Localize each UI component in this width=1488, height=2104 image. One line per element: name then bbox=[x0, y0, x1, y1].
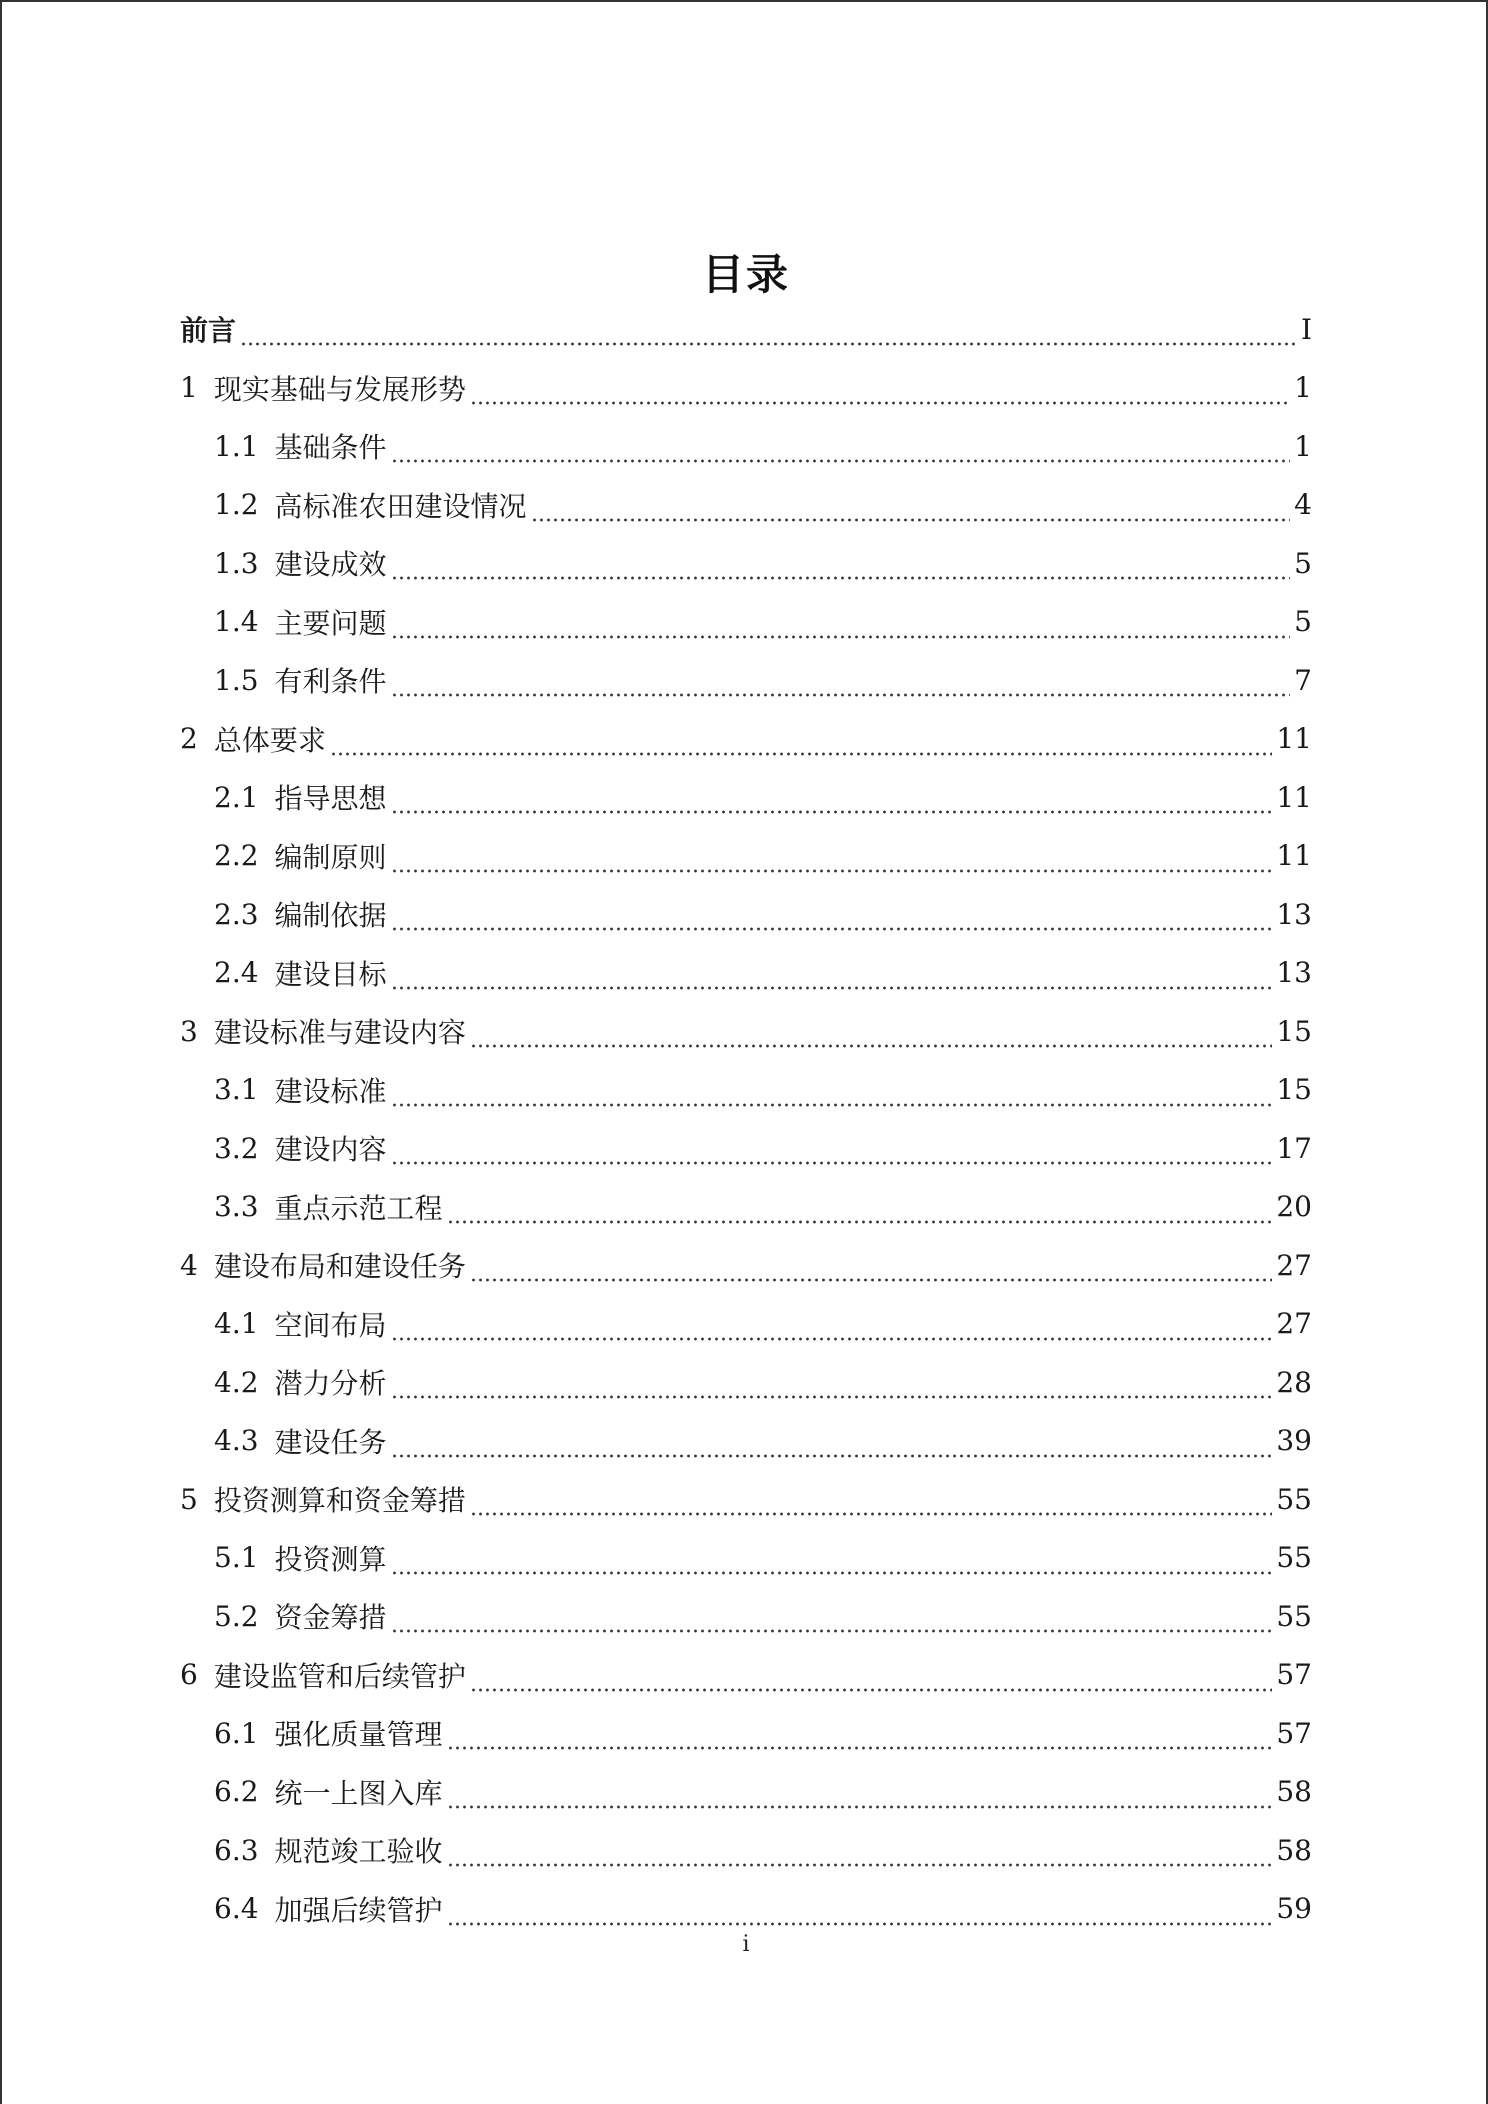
toc-entry-label: 规范竣工验收 bbox=[274, 1835, 443, 1869]
toc-entry-number: 1.5 bbox=[214, 663, 259, 697]
toc-dot-leader bbox=[447, 1197, 1273, 1225]
toc-entry[interactable] bbox=[180, 593, 1312, 652]
toc-entry[interactable] bbox=[180, 1587, 1312, 1646]
toc-entry-number: 2.3 bbox=[214, 897, 259, 931]
toc-dot-leader bbox=[447, 1899, 1273, 1927]
toc-entry[interactable] bbox=[180, 1880, 1312, 1939]
toc-entry[interactable] bbox=[180, 1178, 1312, 1237]
toc-entry[interactable] bbox=[180, 1412, 1312, 1471]
toc-entry-label: 建设成效 bbox=[274, 548, 387, 582]
toc-entry-number: 6.1 bbox=[214, 1716, 259, 1750]
toc-dot-leader bbox=[391, 1431, 1273, 1459]
toc-entry-label: 编制依据 bbox=[274, 899, 387, 933]
toc-entry[interactable] bbox=[180, 1295, 1312, 1354]
toc-entry-page: 57 bbox=[1276, 1716, 1312, 1750]
toc-dot-leader bbox=[391, 963, 1273, 991]
toc-entry-number: 3.2 bbox=[214, 1131, 259, 1165]
toc-entry-number: 1 bbox=[180, 371, 198, 405]
toc-dot-leader bbox=[240, 319, 1297, 347]
toc-dot-leader bbox=[391, 1548, 1273, 1576]
toc-dot-leader bbox=[391, 436, 1291, 464]
toc-entry-number: 6.4 bbox=[214, 1892, 259, 1926]
toc-entry-number: 5.2 bbox=[214, 1599, 259, 1633]
toc-entry-number: 3.3 bbox=[214, 1190, 259, 1224]
toc-entry-number: 2.4 bbox=[214, 956, 259, 990]
toc-entry-page: 55 bbox=[1276, 1482, 1312, 1516]
toc-entry-label: 建设布局和建设任务 bbox=[213, 1250, 466, 1284]
toc-entry-number: 5.1 bbox=[214, 1541, 259, 1575]
toc-entry[interactable] bbox=[180, 768, 1312, 827]
toc-entry-page: 58 bbox=[1276, 1775, 1312, 1809]
toc-entry-label: 投资测算和资金筹措 bbox=[213, 1484, 466, 1518]
toc-entry-number: 1.2 bbox=[214, 488, 259, 522]
toc-entry-page: 55 bbox=[1276, 1599, 1312, 1633]
toc-entry[interactable] bbox=[180, 1529, 1312, 1588]
toc-dot-leader bbox=[391, 904, 1273, 932]
toc-entry[interactable] bbox=[180, 1470, 1312, 1529]
page-number: i bbox=[742, 1932, 750, 1957]
toc-entry[interactable] bbox=[180, 1061, 1312, 1120]
toc-entry[interactable] bbox=[180, 359, 1312, 418]
toc-entry-page: 7 bbox=[1294, 663, 1312, 697]
toc-entry[interactable] bbox=[180, 944, 1312, 1003]
toc-dot-leader bbox=[470, 1665, 1273, 1693]
toc-entry-label: 潜力分析 bbox=[274, 1367, 387, 1401]
toc-entry-label: 基础条件 bbox=[274, 431, 387, 465]
toc-entry-number: 5 bbox=[180, 1482, 198, 1516]
toc-entry-number: 1.3 bbox=[214, 546, 259, 580]
toc-entry-page: 28 bbox=[1276, 1365, 1312, 1399]
toc-entry-page: 11 bbox=[1276, 839, 1312, 873]
toc-entry-page: 5 bbox=[1294, 605, 1312, 639]
toc-entry-label: 加强后续管护 bbox=[274, 1893, 443, 1927]
toc-entry-number: 6 bbox=[180, 1658, 198, 1692]
toc-entry-page: I bbox=[1300, 312, 1312, 346]
toc-entry-label: 投资测算 bbox=[274, 1542, 387, 1576]
toc-dot-leader bbox=[447, 1782, 1273, 1810]
toc-entry-page: 11 bbox=[1276, 780, 1312, 814]
toc-entry-number: 6.2 bbox=[214, 1775, 259, 1809]
toc-entry-page: 57 bbox=[1276, 1658, 1312, 1692]
toc-entry-label: 编制原则 bbox=[274, 840, 387, 874]
toc-dot-leader bbox=[391, 787, 1273, 815]
toc-entry-page: 27 bbox=[1276, 1248, 1312, 1282]
toc-entry[interactable] bbox=[180, 476, 1312, 535]
toc-entry-label: 有利条件 bbox=[274, 665, 387, 699]
toc-entry-page: 15 bbox=[1276, 1014, 1312, 1048]
toc-dot-leader bbox=[391, 1080, 1273, 1108]
toc-entry-number: 3.1 bbox=[214, 1073, 259, 1107]
toc-entry-label: 建设目标 bbox=[274, 957, 387, 991]
toc-entry-label: 重点示范工程 bbox=[274, 1191, 443, 1225]
toc-entry-page: 15 bbox=[1276, 1073, 1312, 1107]
toc-entry-number: 1.1 bbox=[214, 429, 259, 463]
toc-dot-leader bbox=[391, 846, 1273, 874]
toc-entry-label: 建设内容 bbox=[274, 1133, 387, 1167]
toc-entry-number: 4 bbox=[180, 1248, 198, 1282]
toc-entry-label: 强化质量管理 bbox=[274, 1718, 443, 1752]
toc-entry-number: 4.3 bbox=[214, 1424, 259, 1458]
toc-entry-label: 建设标准与建设内容 bbox=[213, 1016, 466, 1050]
toc-entry-page: 27 bbox=[1276, 1307, 1312, 1341]
toc-entry-label: 高标准农田建设情况 bbox=[274, 489, 527, 523]
toc-dot-leader bbox=[391, 1314, 1273, 1342]
toc-dot-leader bbox=[391, 553, 1291, 581]
toc-entry-label: 指导思想 bbox=[274, 782, 387, 816]
toc-entry-label: 建设任务 bbox=[274, 1425, 387, 1459]
toc-entry[interactable] bbox=[180, 885, 1312, 944]
toc-entry[interactable] bbox=[180, 1821, 1312, 1880]
toc-entry-number: 6.3 bbox=[214, 1833, 259, 1867]
toc-dot-leader bbox=[391, 612, 1291, 640]
toc-entry-page: 59 bbox=[1276, 1892, 1312, 1926]
toc-entry-number: 2 bbox=[180, 722, 198, 756]
toc-entry-page: 4 bbox=[1294, 488, 1312, 522]
toc-entry[interactable] bbox=[180, 651, 1312, 710]
toc-entry[interactable] bbox=[180, 534, 1312, 593]
toc-entry[interactable] bbox=[180, 300, 1312, 359]
toc-entry-page: 1 bbox=[1294, 429, 1312, 463]
toc-entry-page: 55 bbox=[1276, 1541, 1312, 1575]
toc-entry-page: 1 bbox=[1294, 371, 1312, 405]
toc-entry[interactable] bbox=[180, 1119, 1312, 1178]
toc-title: 目录 bbox=[701, 250, 790, 299]
toc-dot-leader bbox=[330, 729, 1273, 757]
toc-entry[interactable] bbox=[180, 710, 1312, 769]
toc-entry-page: 39 bbox=[1276, 1424, 1312, 1458]
toc-entry[interactable] bbox=[180, 1002, 1312, 1061]
toc-entry-page: 17 bbox=[1276, 1131, 1312, 1165]
toc-entry-page: 58 bbox=[1276, 1833, 1312, 1867]
toc-entry-page: 13 bbox=[1276, 897, 1312, 931]
toc-entry-page: 20 bbox=[1276, 1190, 1312, 1224]
toc-dot-leader bbox=[447, 1723, 1273, 1751]
toc-dot-leader bbox=[470, 1021, 1273, 1049]
toc-entry-page: 11 bbox=[1276, 722, 1312, 756]
toc-entry-label: 统一上图入库 bbox=[274, 1776, 443, 1810]
toc-entry-number: 4.2 bbox=[214, 1365, 259, 1399]
toc-dot-leader bbox=[391, 670, 1291, 698]
toc-entry-page: 13 bbox=[1276, 956, 1312, 990]
toc-entry-label: 主要问题 bbox=[274, 606, 387, 640]
toc-dot-leader bbox=[470, 1255, 1273, 1283]
toc-dot-leader bbox=[391, 1372, 1273, 1400]
toc-dot-leader bbox=[531, 495, 1291, 523]
toc-dot-leader bbox=[470, 1489, 1273, 1517]
toc-entry-label: 空间布局 bbox=[274, 1308, 387, 1342]
toc-entry[interactable] bbox=[180, 1353, 1312, 1412]
toc-entry[interactable] bbox=[180, 827, 1312, 886]
toc-entry-page: 5 bbox=[1294, 546, 1312, 580]
toc-entry-label: 总体要求 bbox=[213, 723, 326, 757]
toc-entry-label: 资金筹措 bbox=[274, 1601, 387, 1635]
toc-entry[interactable] bbox=[180, 1704, 1312, 1763]
toc-entry[interactable] bbox=[180, 1236, 1312, 1295]
toc-entry-number: 2.1 bbox=[214, 780, 259, 814]
toc-entry-label: 建设监管和后续管护 bbox=[213, 1659, 466, 1693]
toc-entry-number: 4.1 bbox=[214, 1307, 259, 1341]
table-of-contents bbox=[180, 300, 1312, 1938]
toc-dot-leader bbox=[391, 1606, 1273, 1634]
toc-entry-number: 3 bbox=[180, 1014, 198, 1048]
toc-entry[interactable] bbox=[180, 1646, 1312, 1705]
toc-entry-label: 建设标准 bbox=[274, 1074, 387, 1108]
toc-dot-leader bbox=[447, 1840, 1273, 1868]
toc-entry-number: 1.4 bbox=[214, 605, 259, 639]
toc-entry[interactable] bbox=[180, 1763, 1312, 1822]
toc-entry-label: 现实基础与发展形势 bbox=[213, 372, 466, 406]
toc-entry-label: 前言 bbox=[180, 314, 237, 348]
toc-dot-leader bbox=[470, 378, 1290, 406]
toc-entry[interactable] bbox=[180, 417, 1312, 476]
toc-dot-leader bbox=[391, 1138, 1273, 1166]
toc-entry-number: 2.2 bbox=[214, 839, 259, 873]
